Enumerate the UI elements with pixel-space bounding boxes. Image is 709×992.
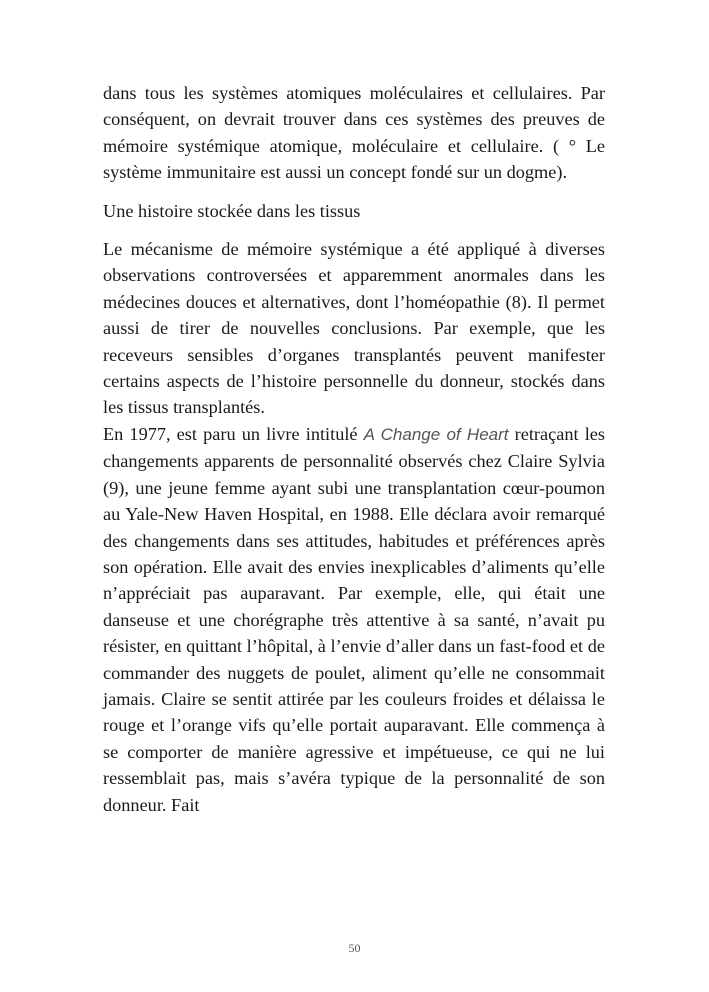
paragraph-text-end: retraçant les changements apparents de personnalité observés chez Claire Sylvia (9), une jeune femme ayant subi une transplantation cœur-poumon au Yale-New Haven Hospital, en 1988. Elle déclara avoir remarqué des changements dans ses attitudes, habitudes et préférences après son opération. Elle avait des envies inexplicables d’aliments qu’elle n’appréciait pas auparavant. Par exemple, elle, qui était une danseuse et une chorégraphe très attentive à sa santé, n’avait pu résister, en quittant l’hôpital, à l’envie d’aller dans un fast-food et de commander des nuggets de poulet, aliment qu’elle ne consommait jamais. Claire se sentit attirée par les couleurs froides et délaissa le rouge et l’orange vifs qu’elle portait auparavant. Elle commença à se comporter de manière agressive et impétueuse, ce qui ne lui ressemblait pas, mais s’avéra typique de la personnalité de son donneur. Fait (103, 423, 605, 815)
book-title: A Change of Heart (363, 424, 509, 444)
paragraph-intro: dans tous les systèmes atomiques moléculaires et cellulaires. Par conséquent, on devrait trouver dans ces systèmes des preuves de mémoire systémique atomique, moléculaire et cellulaire. ( ° Le système immunitaire est aussi un concept fondé sur un dogme). (103, 83, 605, 183)
paragraph-text-start: En 1977, est paru un livre intitulé (103, 423, 364, 444)
document-page (103, 80, 605, 818)
paragraph-mechanism: Le mécanisme de mémoire systémique a été appliqué à diverses observations controversées et apparemment anormales dans les médecines douces et alternatives, dont l’homéopathie (8). Il permet aussi de tirer de nouvelles conclusions. Par exemple, que les receveurs sensibles d’organes transplantés peuvent manifester certains aspects de l’histoire personnelle du donneur, stockés dans les tissus transplantés. (103, 239, 605, 418)
page-number: 50 (348, 941, 361, 955)
paragraph-claire-sylvia (103, 421, 605, 818)
section-heading: Une histoire stockée dans les tissus (103, 200, 361, 221)
